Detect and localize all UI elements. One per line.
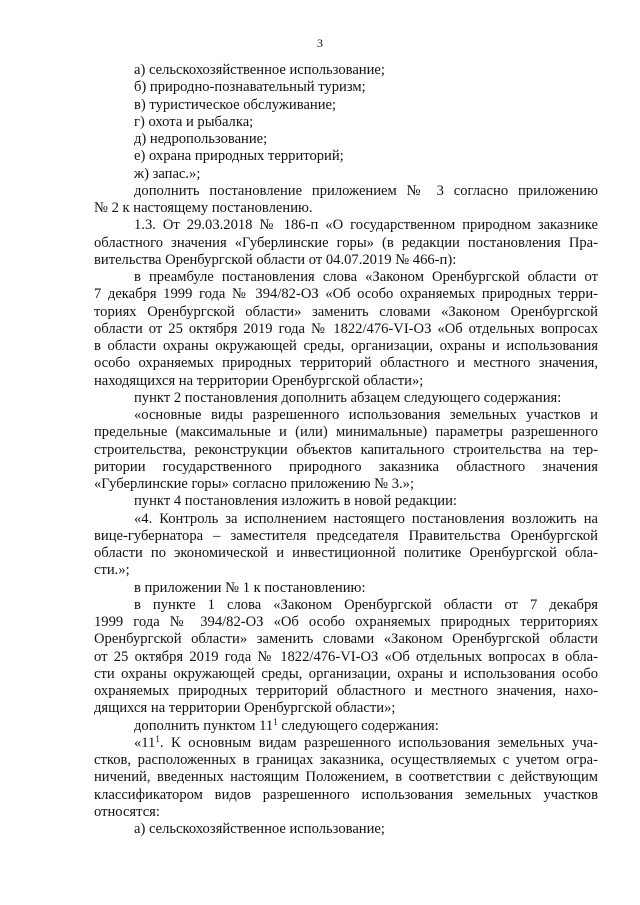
list-item: в) туристическое обслуживание;	[134, 96, 337, 113]
paragraph-line	[94, 718, 598, 735]
quote-line: «Губерлинские горы» согласно приложению № 3.»;	[94, 476, 415, 492]
paragraph-line: ториях Оренбургской области» заменить словами «Законом Оренбургской	[94, 303, 598, 320]
quote-line: «4. Контроль за исполнением настоящего постановления возложить на	[134, 510, 598, 527]
quote-line: классификатором видов разрешенного использования земельных участков	[94, 786, 598, 803]
paragraph-line: особо охраняемых природных территорий областного и местного значения,	[94, 355, 598, 372]
superscript: 1	[273, 716, 278, 727]
paragraph-line: охраняемых природных территорий областного и местного значения, нахо-	[94, 683, 598, 699]
paragraph-line: в области охраны окружающей среды, организации, охраны и использования	[94, 338, 598, 354]
paragraph-line: 1999 года № 394/82-ОЗ «Об особо охраняемых природных территориях	[94, 614, 598, 630]
paragraph-line: № 2 к настоящему постановлению.	[94, 200, 313, 216]
paragraph-line: Оренбургской области» заменить словами «Законом Оренбургской области	[94, 631, 598, 648]
paragraph-line: от 25 октября 2019 года № 1822/476-VI-ОЗ «Об отдельных вопросах в обла-	[94, 648, 598, 665]
quote-line	[94, 735, 598, 752]
paragraph-line: пункт 4 постановления изложить в новой редакции:	[134, 493, 457, 510]
quote-line: стков, расположенных в границах заказника, осуществляемых с учетом огра-	[94, 752, 598, 768]
section-heading-line: вительства Оренбургской области от 04.07.2019 № 466-п):	[94, 251, 457, 268]
list-item: г) охота и рыбалка;	[134, 113, 254, 130]
quote-line: ничений, введенных настоящим Положением, в соответствии с действующим	[94, 769, 598, 786]
paragraph-line: 7 декабря 1999 года № 394/82-ОЗ «Об особо охраняемых природных терри-	[94, 286, 598, 303]
add-point-tail: следующего содержания:	[277, 717, 439, 734]
superscript: 1	[155, 733, 160, 744]
document-body	[94, 62, 598, 838]
quote-line: вице-губернатора – заместителя председателя Правительства Оренбургской	[94, 527, 598, 544]
paragraph-line: в пункте 1 слова «Законом Оренбургской области от 7 декабря	[134, 596, 598, 613]
quote-line: сти.»;	[94, 562, 130, 579]
quote-line: ритории государственного природного заказника областного значения	[94, 458, 598, 475]
paragraph-line: дополнить постановление приложением № 3 согласно приложению	[134, 182, 598, 199]
quote-line: предельные (максимальные и (или) минимальные) параметры разрешенного	[94, 424, 598, 441]
section-heading-line: областного значения «Губерлинские горы» (в редакции постановления Пра-	[94, 234, 598, 251]
quote-line: относятся:	[94, 803, 160, 820]
quote-pre: «11	[134, 734, 156, 751]
quote-line: области по экономической и инвестиционной политике Оренбургской обла-	[94, 545, 598, 561]
list-item: ж) запас.»;	[134, 165, 201, 182]
list-item: а) сельскохозяйственное использование;	[134, 821, 385, 837]
page-number: 3	[317, 36, 323, 50]
quote-line: строительства, реконструкции объектов капитального строительства на тер-	[94, 441, 598, 458]
list-item: а) сельскохозяйственное использование;	[134, 62, 385, 78]
paragraph-line: области от 25 октября 2019 года № 1822/476-VI-ОЗ «Об отдельных вопросах	[94, 320, 598, 337]
list-item: д) недропользование;	[134, 131, 268, 147]
list-item: е) охрана природных территорий;	[134, 148, 344, 165]
paragraph-line: находящихся на территории Оренбургской области»;	[94, 372, 424, 389]
paragraph-line: сти охраны окружающей среды, организации, охраны и использования особо	[94, 665, 598, 682]
paragraph-line: в приложении № 1 к постановлению:	[134, 579, 366, 596]
paragraph-line: пункт 2 постановления дополнить абзацем следующего содержания:	[134, 389, 562, 406]
quote-post: . К основным видам разрешенного использования земельных уча-	[159, 734, 598, 751]
add-point-text: дополнить пунктом 11	[134, 717, 274, 734]
paragraph-line: в преамбуле постановления слова «Законом Оренбургской области от	[134, 269, 598, 285]
section-heading-line: 1.3. От 29.03.2018 № 186-п «О государственном природном заказнике	[134, 217, 598, 234]
quote-line: «основные виды разрешенного использования земельных участков и	[134, 407, 598, 423]
paragraph-line: дящихся на территории Оренбургской области»;	[94, 700, 396, 717]
list-item: б) природно-познавательный туризм;	[134, 79, 366, 96]
